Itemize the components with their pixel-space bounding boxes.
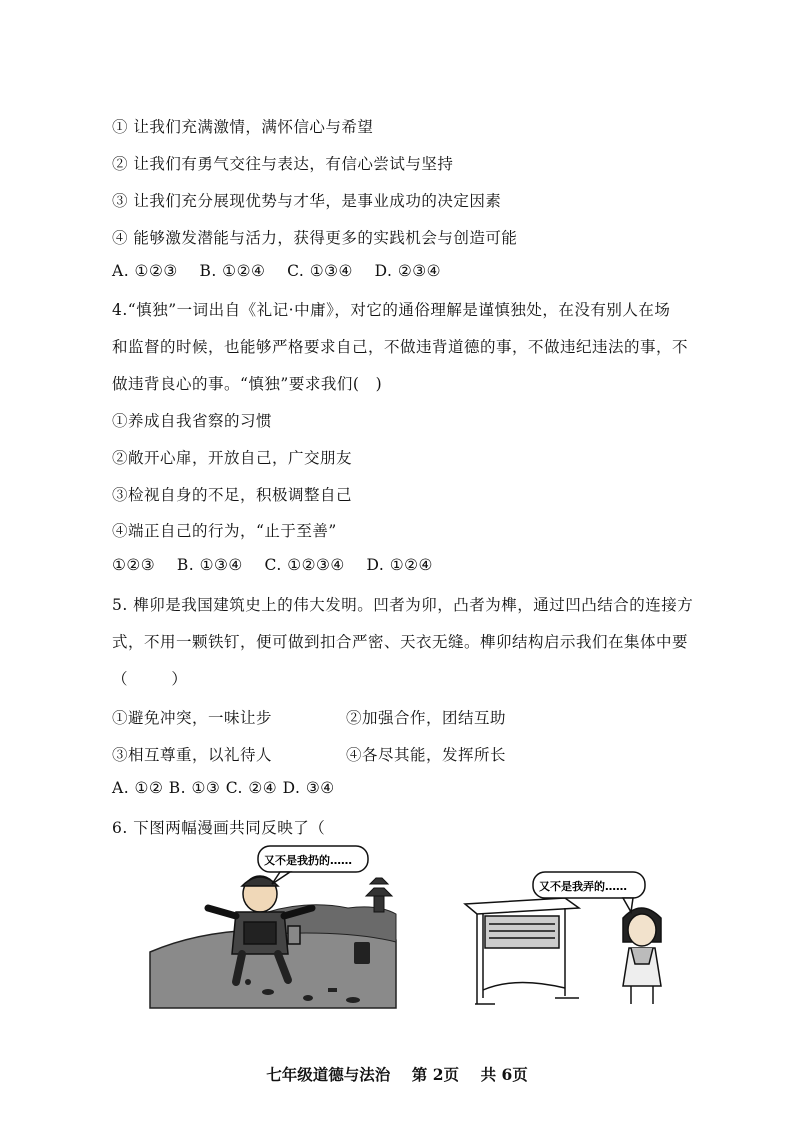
desk-figure xyxy=(465,898,579,1004)
q3-option-1: ① 让我们充满激情，满怀信心与希望 xyxy=(112,118,374,136)
cartoon-right-desk xyxy=(455,868,685,1008)
q5-option-1: ①避免冲突，一味让步 xyxy=(112,709,273,727)
q3-option-2: ② 让我们有勇气交往与表达，有信心尝试与坚持 xyxy=(112,155,454,173)
cartoon-left-littering xyxy=(148,842,398,1010)
q3-option-3: ③ 让我们充分展现优势与才华，是事业成功的决定因素 xyxy=(112,192,502,210)
bubble-right-text: 又不是我弄的…… xyxy=(539,880,627,893)
q4-option-1: ①养成自我省察的习惯 xyxy=(112,412,273,430)
girl-figure xyxy=(623,908,661,1004)
q5-option-3: ③相互尊重，以礼待人 xyxy=(112,746,273,764)
q4-option-4: ④端正自己的行为，“止于至善” xyxy=(112,522,337,540)
trash-bin-icon xyxy=(354,942,370,964)
page-footer: 七年级道德与法治 第 2页 共 6页 xyxy=(266,1065,528,1084)
q4-option-3: ③检视自身的不足，积极调整自己 xyxy=(112,486,353,504)
q5-option-2: ②加强合作，团结互助 xyxy=(346,709,507,727)
q5-choices: A. ①② B. ①③ C. ②④ D. ③④ xyxy=(112,779,335,797)
q3-choices: A. ①②③ B. ①②④ C. ①③④ D. ②③④ xyxy=(112,262,442,280)
q4-stem-line-1: 4.“慎独”一词出自《礼记·中庸》，对它的通俗理解是谨慎独处，在没有别人在场 xyxy=(112,301,671,319)
q5-stem-line-3: （ ） xyxy=(112,670,188,688)
q6-stem: 6. 下图两幅漫画共同反映了（ xyxy=(112,819,326,837)
q4-choices: ①②③ B. ①③④ C. ①②③④ D. ①②④ xyxy=(112,556,433,574)
q5-option-4: ④各尽其能，发挥所长 xyxy=(346,746,507,764)
q5-stem-line-1: 5. 榫卯是我国建筑史上的伟大发明。凹者为卯，凸者为榫，通过凹凸结合的连接方 xyxy=(112,596,694,614)
q3-option-4: ④ 能够激发潜能与活力，获得更多的实践机会与创造可能 xyxy=(112,229,518,247)
q4-option-2: ②敞开心扉，开放自己，广交朋友 xyxy=(112,449,353,467)
q5-stem-line-2: 式，不用一颗铁钉，便可做到扣合严密、天衣无缝。榫卯结构启示我们在集体中要 xyxy=(112,633,689,651)
q4-stem-line-3: 做违背良心的事。“慎独”要求我们( ) xyxy=(112,375,383,393)
bubble-left-text: 又不是我扔的…… xyxy=(264,854,352,867)
q4-stem-line-2: 和监督的时候，也能够严格要求自己，不做违背道德的事，不做违纪违法的事，不 xyxy=(112,338,689,356)
